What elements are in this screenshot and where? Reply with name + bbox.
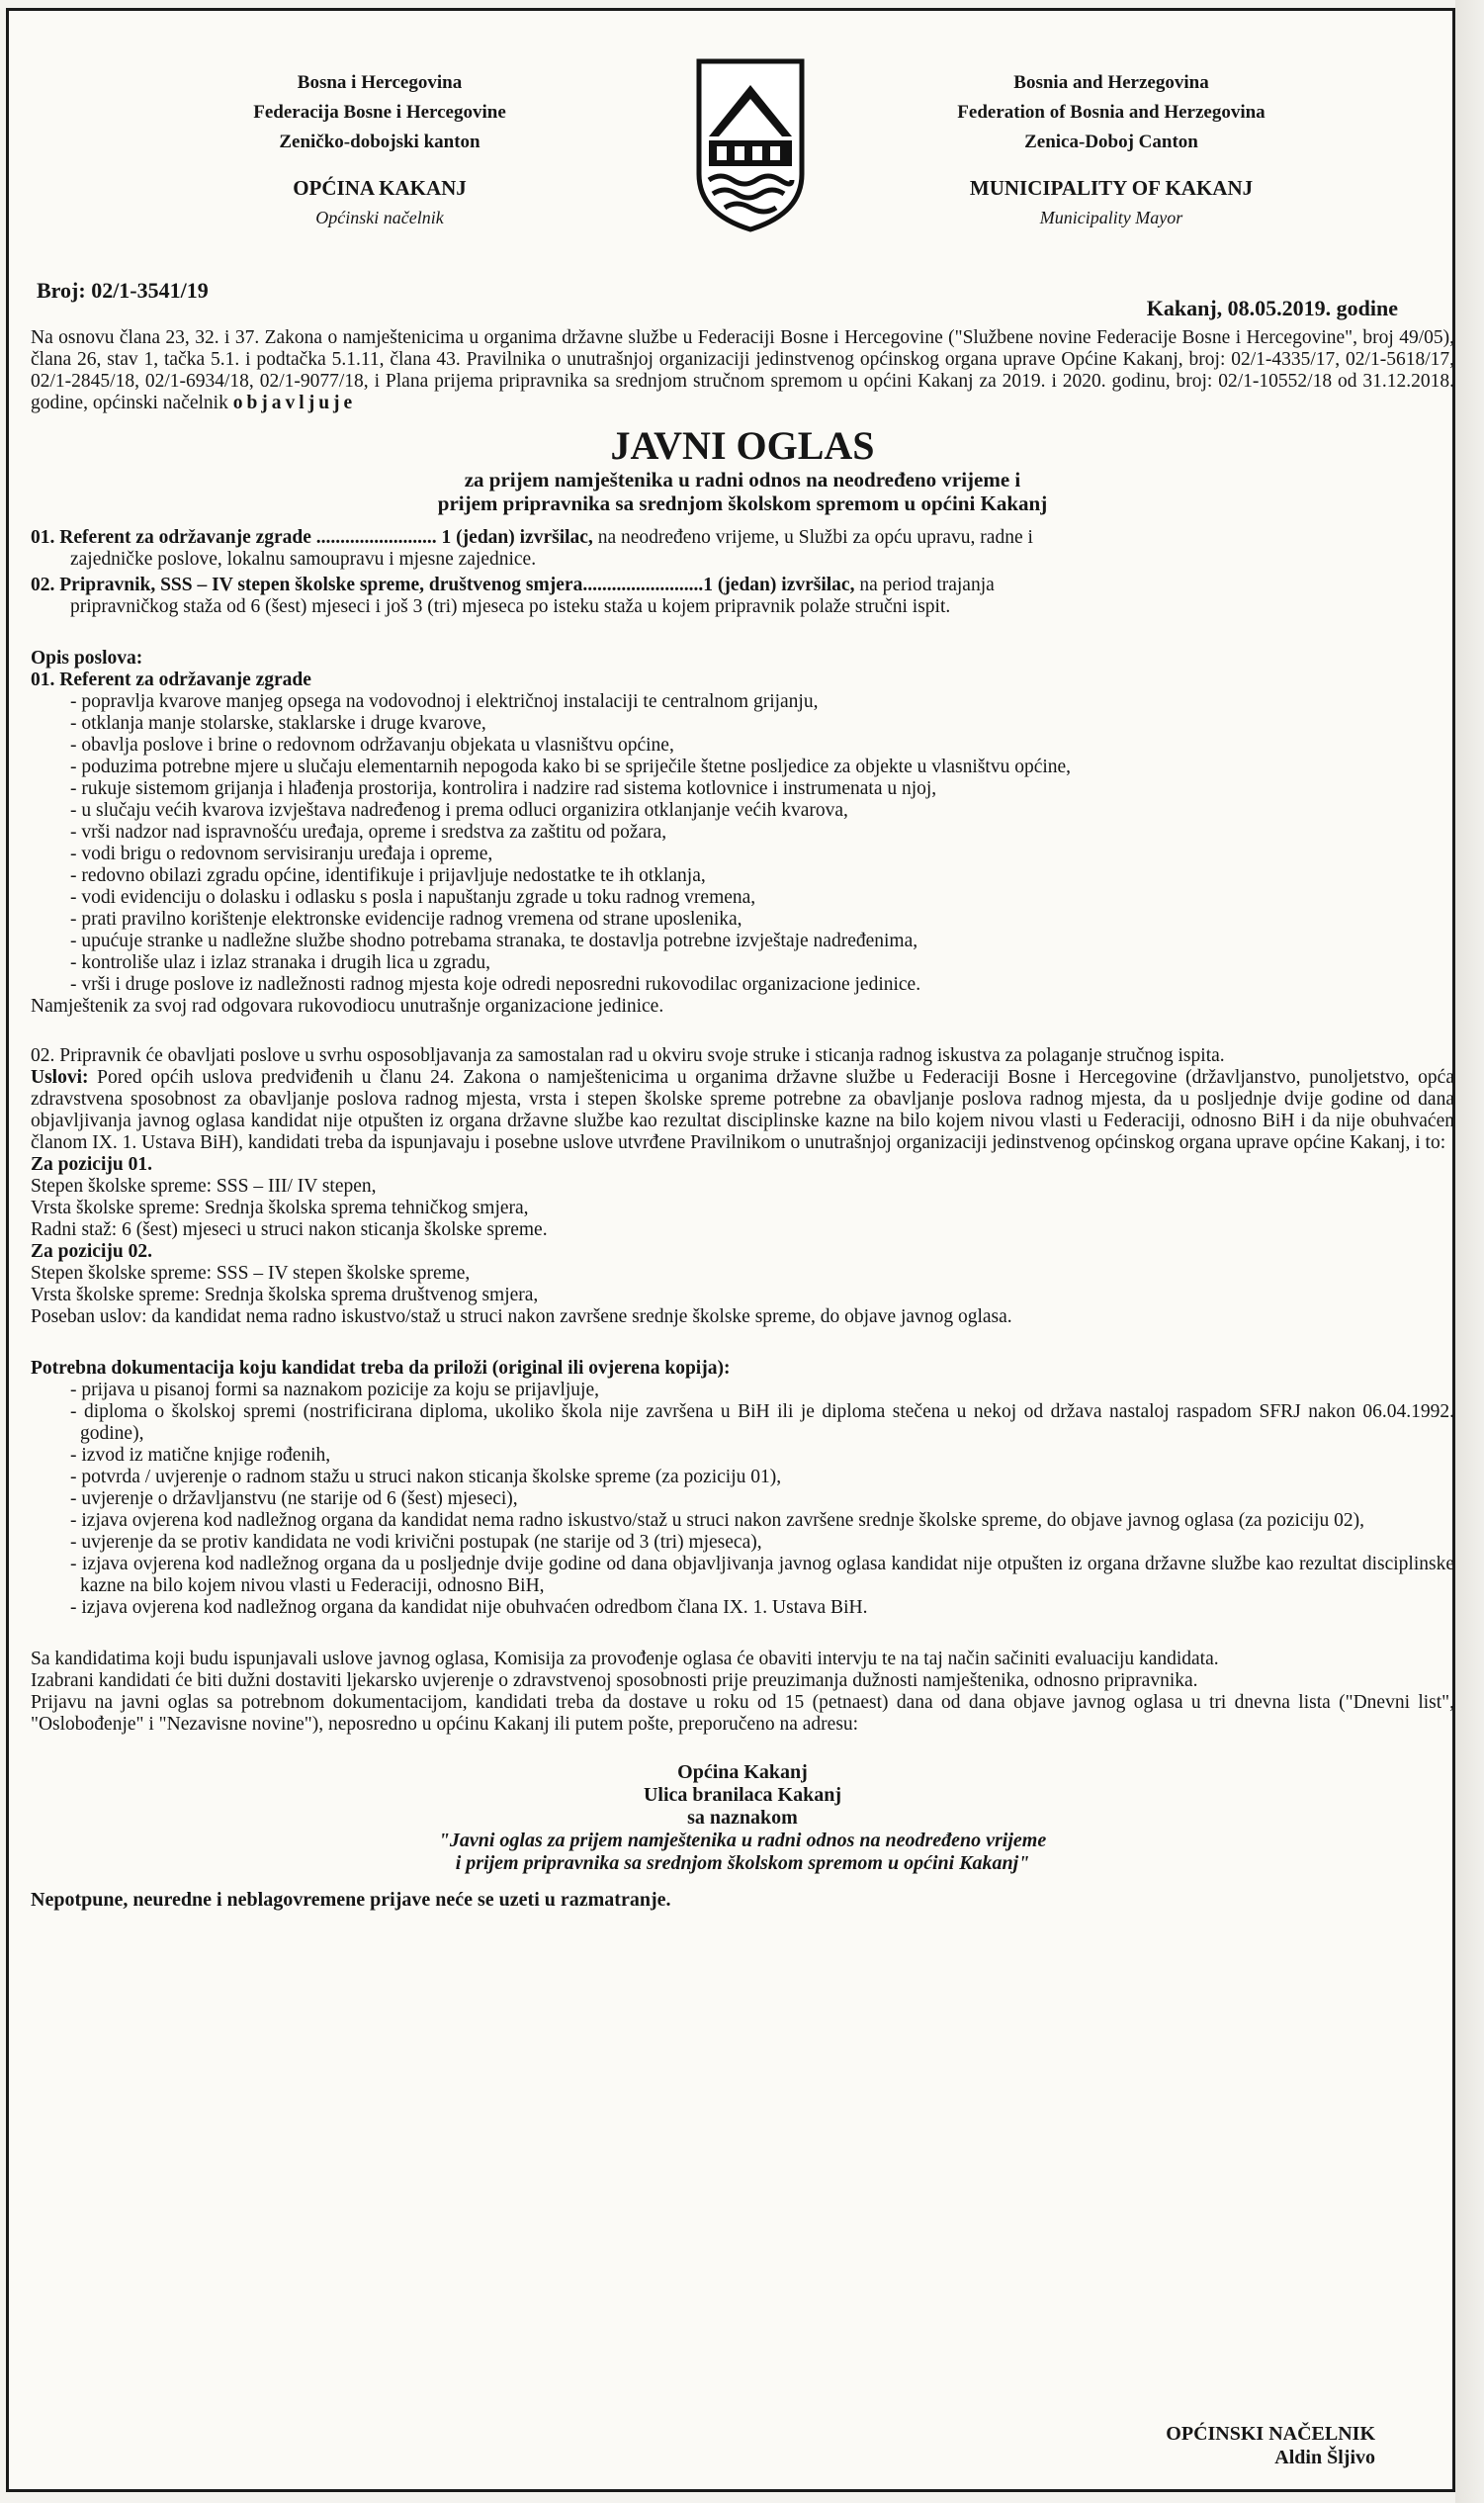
header-left-municipality: OPĆINA KAKANJ xyxy=(293,176,467,200)
duties-section xyxy=(31,648,1454,1018)
duty-item: - u slučaju većih kvarova izvještava nadređenog i prema odluci organizira otklanjanje većih kvarova, xyxy=(70,800,848,821)
closing-section xyxy=(31,1649,1454,1736)
document-item: - izjava ovjerena kod nadležnog organa da u posljednje dvije godine od dana objavljivanja javnog oglasa kandidat nije otpušten iz organa državne službe kao rezultat disciplinske kazne na bilo kojem nivou vlasti u Federaciji, odnosno BiH, xyxy=(70,1554,1454,1596)
conditions-label: Uslovi: xyxy=(31,1067,89,1088)
duty-item: - upućuje stranke u nadležne službe shodno potrebama stranaka, te dostavlja potrebne izvještaje nadređenima, xyxy=(70,931,918,951)
notice-subtitle-1: za prijem namještenika u radni odnos na neodređeno vrijeme i xyxy=(464,468,1021,492)
duty-item: - vodi brigu o redovnom servisiranju uređaja i opreme, xyxy=(70,844,493,864)
duty-item: - rukuje sistemom grijanja i hlađenja prostorija, kontrolira i nadzire rad sistema kotlovnice i instrumenata u njoj, xyxy=(70,778,937,799)
header-right-canton: Zenica-Doboj Canton xyxy=(1024,132,1198,152)
position-02-req-line: Poseban uslov: da kandidat nema radno iskustvo/staž u struci nakon završene srednje školske spreme, do objave javnog oglasa. xyxy=(31,1306,1012,1327)
header-left-federation: Federacija Bosne i Hercegovine xyxy=(253,102,506,123)
signature-block xyxy=(1098,2422,1375,2469)
document-item: - uvjerenje da se protiv kandidata ne vodi krivični postupak (ne starije od 3 (tri) mjeseca), xyxy=(70,1532,762,1553)
public-notice-frame xyxy=(6,8,1455,2492)
header-left xyxy=(157,68,602,232)
document-item: - potvrda / uvjerenje o radnom stažu u struci nakon sticanja školske spreme (za poziciju 01), xyxy=(70,1467,782,1487)
position-01-req-line: Stepen školske spreme: SSS – III/ IV stepen, xyxy=(31,1176,377,1197)
duty-item: - obavlja poslove i brine o redovnom održavanju objekata u vlasništvu općine, xyxy=(70,735,674,756)
address-line-5: i prijem pripravnika sa srednjom školskom spremom u općini Kakanj" xyxy=(455,1852,1030,1874)
address-line-3: sa naznakom xyxy=(687,1807,798,1829)
duty-item: - vrši nadzor nad ispravnošću uređaja, opreme i sredstva za zaštitu od požara, xyxy=(70,822,667,843)
header-left-canton: Zeničko-dobojski kanton xyxy=(279,132,480,152)
position-01-req-heading: Za poziciju 01. xyxy=(31,1154,152,1175)
header-right-federation: Federation of Bosnia and Herzegovina xyxy=(957,102,1266,123)
position-01-lead: 01. Referent za održavanje zgrade ......................... 1 (jedan) izvršilac, xyxy=(31,527,593,548)
closing-medical: Izabrani kandidati će biti dužni dostaviti ljekarsko uvjerenje o zdravstvenoj sposobnosti prije preuzimanja dužnosti namještenika, odnosno pripravnika. xyxy=(31,1670,1198,1691)
position-01-req-line: Vrsta školske spreme: Srednja školska sprema tehničkog smjera, xyxy=(31,1198,529,1218)
position-01 xyxy=(31,527,1454,571)
position-01-cont: zajedničke poslove, lokalnu samoupravu i mjesne zajednice. xyxy=(70,549,537,570)
legal-basis-paragraph xyxy=(31,327,1454,414)
notice-subtitle-2: prijem pripravnika sa srednjom školskom spremom u općini Kakanj xyxy=(437,492,1048,515)
document-number: Broj: 02/1-3541/19 xyxy=(37,278,209,303)
address-line-2: Ulica branilaca Kakanj xyxy=(643,1784,841,1806)
duty-item: - vodi evidenciju o dolasku i odlasku s posla i napuštanju zgrade u toku radnog vremena, xyxy=(70,887,756,908)
document-item: - izvod iz matične knjige rođenih, xyxy=(70,1445,331,1466)
header-right xyxy=(859,68,1363,232)
header-right-office: Municipality Mayor xyxy=(1039,208,1183,227)
header-left-country: Bosna i Hercegovina xyxy=(297,72,463,93)
position-02 xyxy=(31,575,1454,618)
position-02-req-heading: Za poziciju 02. xyxy=(31,1241,152,1262)
position-02-lead: 02. Pripravnik, SSS – IV stepen školske spreme, društvenog smjera.........................1 (jedan) izvršilac, xyxy=(31,575,855,595)
notice-body xyxy=(31,327,1454,1911)
conditions-text: Pored općih uslova predviđenih u članu 24. Zakona o namještenicima u organima državne službe u Federaciji Bosne i Hercegovine (državljanstvo, punoljetstvo, opća zdravstvena sposobnost za obavljanje poslova radnog mjesta, vrsta i stepen školske spreme potrebne za obavljanje poslova radnog mjesta, da u posljednje dvije godine od dana objavljivanja javnog oglasa kandidat nije otpušten iz organa državne službe kao rezultat disciplinske kazne na bilo kojem nivou vlasti u Federaciji, odnosno BiH i da nije obuhvaćen članom IX. 1. Ustava BiH), kandidati treba da ispunjavaju i posebne uslove utvrđene Pravilnikom o unutrašnjoj organizaciji jedinstvenog općinskog organa uprave općine Kakanj, i to: xyxy=(31,1067,1454,1153)
duty-item: - otklanja manje stolarske, staklarske i druge kvarove, xyxy=(70,713,486,734)
closing-submission: Prijavu na javni oglas sa potrebnom dokumentacijom, kandidati treba da dostave u roku od 15 (petnaest) dana od dana objave javnog oglasa u tri dnevna lista ("Dnevni list", "Oslobođenje" i "Nezavisne novine"), neposredno u općinu Kakanj ili putem pošte, preporučeno na adresu: xyxy=(31,1692,1454,1735)
position-02-req-line: Vrsta školske spreme: Srednja školska sprema društvenog smjera, xyxy=(31,1285,539,1305)
duty-item: - kontroliše ulaz i izlaz stranaka i drugih lica u zgradu, xyxy=(70,952,491,973)
document-item: - diploma o školskoj spremi (nostrificirana diploma, ukoliko škola nije završena u BiH ili je diploma stečena u nekoj od država nastalој raspadom SFRJ nakon 06.04.1992. godine), xyxy=(70,1401,1454,1444)
legal-basis-verb: objavljuje xyxy=(232,393,357,413)
document-item: - uvjerenje o državljanstvu (ne starije od 6 (šest) mjeseci), xyxy=(70,1488,518,1509)
duties-heading: Opis poslova: xyxy=(31,648,143,669)
header-right-country: Bosnia and Herzegovina xyxy=(1013,72,1209,93)
notice-title: JAVNI OGLAS xyxy=(610,423,875,468)
legal-basis-text: Na osnovu člana 23, 32. i 37. Zakona o namještenicima u organima državne službe u Federaciji Bosne i Hercegovine ("Službene novine Federacije Bosne i Hercegovine", broj 49/05), člana 26, stav 1, tačka 5.1. i podtačka 5.1.11, člana 43. Pravilnika o unutrašnjoj organizaciji jedinstvenog općinskog organa uprave Općine Kakanj, broj: 02/1-4335/17, 02/1-5618/17, 02/1-2845/18, 02/1-6934/18, 02/1-9077/18, i Plana prijema pripravnika sa srednjom stručnom spremom u općini Kakanj za 2019. i 2020. godinu, broj: 02/1-10552/18 od 31.12.2018. godine, općinski načelnik xyxy=(31,327,1454,413)
duty-item: - popravlja kvarove manjeg opsega na vodovodnoj i električnoj instalaciji te centralnom grijanju, xyxy=(70,691,819,712)
document-item: - izjava ovjerena kod nadležnog organa da kandidat nije obuhvaćen odredbom člana IX. 1. Ustava BiH. xyxy=(70,1597,868,1618)
documents-section xyxy=(31,1358,1454,1619)
signature-name: Aldin Šljivo xyxy=(1274,2447,1375,2468)
duty-item: - vrši i druge poslove iz nadležnosti radnog mjesta koje odredi neposredni rukovodilac organizacione jedinice. xyxy=(70,974,921,995)
document-date: Kakanj, 08.05.2019. godine xyxy=(1146,296,1398,320)
closing-interview: Sa kandidatima koji budu ispunjavali uslove javnog oglasa, Komisija za provođenje oglasa će obaviti intervju te na taj način sačiniti evaluaciju kandidata. xyxy=(31,1649,1219,1669)
position-02-req-line: Stepen školske spreme: SSS – IV stepen školske spreme, xyxy=(31,1263,471,1284)
duty-item: - redovno obilazi zgradu općine, identifikuje i prijavljuje nedostatke te ih otklanja, xyxy=(70,865,706,886)
conditions-section xyxy=(31,1045,1454,1328)
header-left-office: Općinski načelnik xyxy=(315,208,444,227)
mailing-address xyxy=(31,1761,1454,1875)
position-01-rest: na neodređeno vrijeme, u Službi za opću upravu, radne i xyxy=(592,527,1033,548)
address-line-4: "Javni oglas za prijem namještenika u radni odnos na neodređeno vrijeme xyxy=(438,1830,1047,1851)
municipal-coat-of-arms-icon xyxy=(691,55,810,233)
final-note: Nepotpune, neuredne i neblagovremene prijave neće se uzeti u razmatranje. xyxy=(31,1889,671,1911)
document-item: - izjava ovjerena kod nadležnog organa da kandidat nema radno iskustvo/staž u struci nakon završene srednje školske spreme, do objave javnog oglasa (za poziciju 02), xyxy=(70,1510,1364,1531)
trainee-description: 02. Pripravnik će obavljati poslove u svrhu osposobljavanja za samostalan rad u okviru svoje struke i sticanja radnog iskustva za polaganje stručnog ispita. xyxy=(31,1045,1225,1066)
position-02-rest: na period trajanja xyxy=(854,575,995,595)
signature-title: OPĆINSKI NAČELNIK xyxy=(1166,2423,1375,2445)
coat-of-arms-graphic xyxy=(691,55,810,233)
duty-item: - poduzima potrebne mjere u slučaju elementarnih nepogoda kako bi se spriječile štetne posljedice za objekte u vlasništvu općine, xyxy=(70,757,1072,777)
position-02-cont: pripravničkog staža od 6 (šest) mjeseci i još 3 (tri) mjeseca po isteku staža u kojem pripravnik polaže stručni ispit. xyxy=(70,596,951,617)
duties-footer: Namještenik za svoj rad odgovara rukovodiocu unutrašnje organizacione jedinice. xyxy=(31,996,664,1017)
conditions-paragraph xyxy=(31,1067,1454,1154)
duties-01-heading: 01. Referent za održavanje zgrade xyxy=(31,670,311,690)
duty-item: - prati pravilno korištenje elektronske evidencije radnog vremena od strane uposlenika, xyxy=(70,909,742,930)
position-01-req-line: Radni staž: 6 (šest) mjeseci u struci nakon sticanja školske spreme. xyxy=(31,1219,548,1240)
address-line-1: Općina Kakanj xyxy=(677,1761,808,1783)
documents-heading: Potrebna dokumentacija koju kandidat treba da priloži (original ili ovjerena kopija): xyxy=(31,1358,731,1379)
adjacent-page-strip xyxy=(1455,0,1484,2503)
header-right-municipality: MUNICIPALITY OF KAKANJ xyxy=(969,176,1254,200)
document-item: - prijava u pisanoj formi sa naznakom pozicije za koju se prijavljuje, xyxy=(70,1380,599,1400)
